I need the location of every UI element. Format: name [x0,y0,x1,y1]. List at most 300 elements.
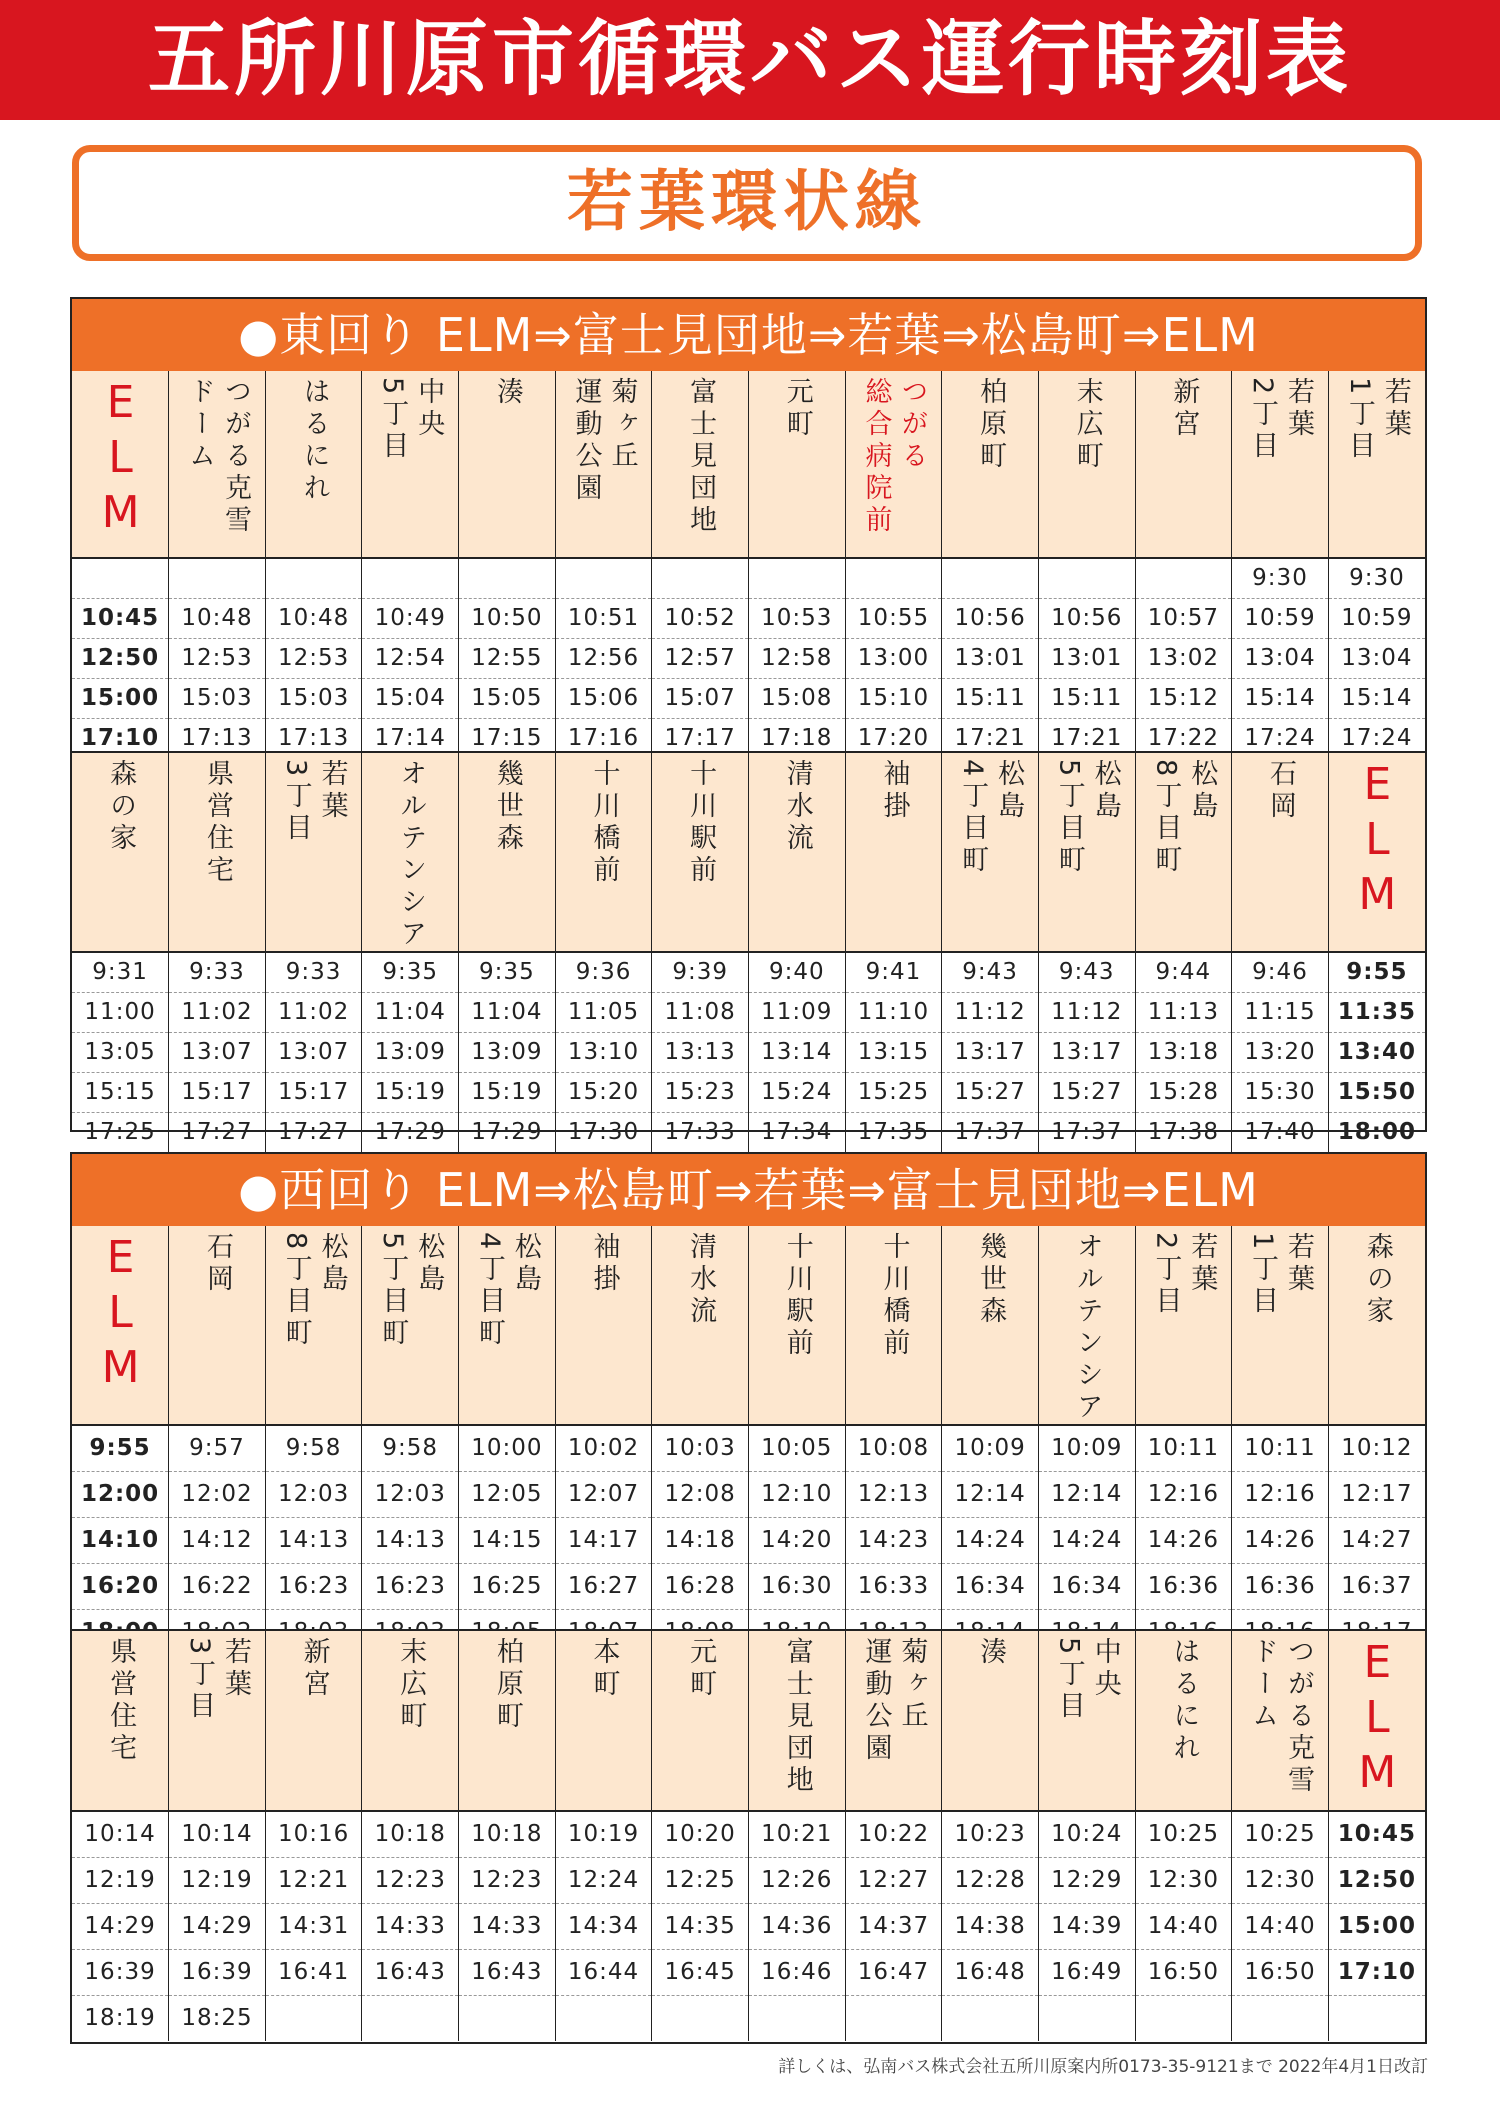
departure-time: 17:13 [169,718,266,758]
east-loop-section [70,297,1427,1146]
stop-header [748,1226,845,1425]
departure-time: 13:40 [1328,1032,1425,1072]
time-row [72,1112,1425,1152]
stop-header [845,1630,942,1811]
stop-name: 森の家 [1361,1232,1393,1328]
stop-header [169,1226,266,1425]
departure-time [1328,1995,1425,2041]
departure-time: 15:10 [845,678,942,718]
stop-name: 松島 [509,1232,541,1296]
stop-name: 森の家 [105,759,137,855]
stop-name: 4丁目町 [473,1232,505,1351]
departure-time: 15:14 [1328,678,1425,718]
departure-time: 16:36 [1135,1563,1232,1609]
east-route-heading: ●東回り ELM⇒富士見団地⇒若葉⇒松島町⇒ELM [72,299,1425,371]
route-name: 若葉環状線 [72,145,1422,261]
departure-time: 9:35 [459,952,556,992]
departure-time: 10:12 [1328,1425,1425,1471]
departure-time: 11:00 [72,992,169,1032]
departure-time: 16:23 [362,1563,459,1609]
departure-time: 11:35 [1328,992,1425,1032]
stop-name: 菊ヶ丘 [606,377,638,473]
departure-time: 15:08 [748,678,845,718]
departure-time: 17:21 [942,718,1039,758]
stop-header [265,752,362,952]
departure-time: 10:21 [748,1811,845,1857]
departure-time [942,558,1039,598]
departure-time: 9:30 [1328,558,1425,598]
departure-time: 14:33 [459,1903,556,1949]
departure-time: 12:10 [748,1471,845,1517]
departure-time: 12:29 [1038,1857,1135,1903]
time-row [72,1857,1425,1903]
stop-name: 新宮 [1168,377,1200,441]
departure-time: 10:45 [72,598,169,638]
departure-time: 12:57 [652,638,749,678]
departure-time: 12:05 [459,1471,556,1517]
stop-header [362,752,459,952]
departure-time: 16:34 [942,1563,1039,1609]
stop-header [1135,752,1232,952]
departure-time: 14:13 [265,1517,362,1563]
departure-time: 17:17 [652,718,749,758]
stop-name: 清水流 [781,759,813,855]
departure-time: 10:03 [652,1425,749,1471]
stop-header [72,752,169,952]
departure-time: 10:23 [942,1811,1039,1857]
west-part1-table [72,1226,1425,1655]
stop-name: 富士見団地 [781,1637,813,1797]
departure-time: 14:24 [942,1517,1039,1563]
stop-name: オルテンシア [1071,1232,1103,1424]
departure-time: 10:56 [942,598,1039,638]
stop-name: 富士見団地 [685,377,717,537]
departure-time: 15:07 [652,678,749,718]
departure-time: 13:14 [748,1032,845,1072]
departure-time: 16:25 [459,1563,556,1609]
departure-time: 9:35 [362,952,459,992]
stop-header [1328,371,1425,558]
departure-time: 13:10 [555,1032,652,1072]
departure-time: 9:33 [265,952,362,992]
departure-time: 10:11 [1135,1425,1232,1471]
stop-name: 松島 [993,759,1025,823]
departure-time: 12:30 [1135,1857,1232,1903]
time-row [72,1425,1425,1471]
departure-time [169,558,266,598]
stop-name: 十川橋前 [878,1232,910,1360]
departure-time: 17:15 [459,718,556,758]
departure-time: 11:12 [1038,992,1135,1032]
departure-time: 18:19 [84,2005,156,2032]
stop-header [72,1226,169,1425]
stop-name-elm: ELM [1351,1637,1403,1802]
stop-name: 若葉 [316,759,348,823]
stop-name: 湊 [491,377,523,409]
stop-name: 末広町 [395,1637,427,1733]
time-row [72,992,1425,1032]
stop-name: 5丁目町 [377,1232,409,1351]
departure-time: 17:35 [845,1112,942,1152]
departure-time: 9:57 [169,1425,266,1471]
departure-time: 13:07 [265,1032,362,1072]
departure-time: 14:36 [748,1903,845,1949]
departure-time [1232,1995,1329,2041]
stop-header [362,1226,459,1425]
stop-name: 元町 [685,1637,717,1701]
departure-time: 12:30 [1232,1857,1329,1903]
departure-time: 9:46 [1232,952,1329,992]
departure-time: 15:17 [265,1072,362,1112]
stop-name: 運動公園 [860,1637,892,1765]
departure-time: 15:03 [265,678,362,718]
departure-time: 11:05 [555,992,652,1032]
departure-time: 16:49 [1038,1949,1135,1995]
departure-time [942,1995,1039,2041]
stop-header [265,1226,362,1425]
time-row [72,1563,1425,1609]
departure-time: 10:20 [652,1811,749,1857]
east-part1-table [72,371,1425,758]
departure-time: 17:21 [1038,718,1135,758]
stop-header [748,371,845,558]
departure-time: 17:30 [555,1112,652,1152]
stop-name: 十川橋前 [588,759,620,887]
time-row [72,1517,1425,1563]
stop-header [555,1226,652,1425]
stop-name: 松島 [1186,759,1218,823]
departure-time: 14:31 [265,1903,362,1949]
departure-time: 11:04 [459,992,556,1032]
stop-name: 袖掛 [588,1232,620,1296]
stop-name: ドーム [183,377,215,473]
departure-time: 15:28 [1135,1072,1232,1112]
departure-time: 16:20 [72,1563,169,1609]
departure-time: 12:23 [459,1857,556,1903]
stop-name: 総合病院前 [860,377,892,537]
time-row [72,638,1425,678]
departure-time: 10:48 [265,598,362,638]
time-row [72,952,1425,992]
stop-name: つがる克雪 [219,377,251,537]
stop-header [1328,1630,1425,1811]
departure-time: 16:43 [459,1949,556,1995]
stop-name: 新宮 [298,1637,330,1701]
departure-time: 10:49 [362,598,459,638]
departure-time: 10:59 [1232,598,1329,638]
departure-time: 12:19 [72,1857,169,1903]
stop-name: ドーム [1247,1637,1278,1733]
departure-time [1135,1995,1232,2041]
stop-name: 松島 [316,1232,348,1296]
departure-time: 17:40 [1232,1112,1329,1152]
stop-name: 若葉 [1186,1232,1218,1296]
stop-name: 若葉 [219,1637,251,1701]
departure-time: 16:30 [748,1563,845,1609]
departure-time: 9:43 [1038,952,1135,992]
departure-time [1038,1995,1135,2041]
departure-time: 10:11 [1232,1425,1329,1471]
departure-time: 17:13 [265,718,362,758]
stop-header [1232,1630,1329,1811]
stop-header [652,1630,749,1811]
departure-time: 11:12 [942,992,1039,1032]
departure-time: 15:11 [1038,678,1135,718]
departure-time: 12:58 [748,638,845,678]
departure-time: 15:25 [845,1072,942,1112]
stop-header [555,752,652,952]
departure-time: 9:55 [72,1425,169,1471]
departure-time: 11:08 [652,992,749,1032]
departure-time: 10:19 [555,1811,652,1857]
departure-time: 10:14 [169,1811,266,1857]
departure-time [845,1995,942,2041]
departure-time: 12:03 [265,1471,362,1517]
stop-name: 石岡 [1265,759,1296,823]
footer-note: 詳しくは、弘南バス株式会社五所川原案内所0173-35-9121まで 2022年4月1日改訂 [778,2057,1428,2077]
stop-name: 県営住宅 [201,759,233,887]
departure-time: 17:10 [80,725,160,752]
stop-name: 柏原町 [491,1637,523,1733]
departure-time: 16:28 [652,1563,749,1609]
departure-time: 17:37 [942,1112,1039,1152]
departure-time: 10:14 [72,1811,169,1857]
stop-name: 末広町 [1071,377,1103,473]
stop-header [1232,1226,1329,1425]
departure-time: 12:24 [555,1857,652,1903]
stop-header [169,371,266,558]
departure-time: 17:34 [748,1112,845,1152]
stop-header [1135,371,1232,558]
stop-header [652,752,749,952]
departure-time: 12:53 [169,638,266,678]
departure-time: 9:43 [942,952,1039,992]
east-part2-table [72,751,1425,1152]
stop-header [1232,752,1329,952]
departure-time: 9:33 [169,952,266,992]
departure-time: 13:04 [1232,638,1329,678]
stop-name: はるにれ [1168,1637,1200,1765]
departure-time: 13:07 [169,1032,266,1072]
stop-header [72,371,169,558]
departure-time: 10:18 [362,1811,459,1857]
departure-time: 11:02 [265,992,362,1032]
departure-time: 16:46 [748,1949,845,1995]
west-part2-table [72,1629,1425,2041]
stop-header [1135,1630,1232,1811]
stop-name: 本町 [588,1637,620,1701]
departure-time: 9:58 [265,1425,362,1471]
departure-time: 9:30 [1232,558,1329,598]
departure-time: 10:59 [1328,598,1425,638]
departure-time: 14:35 [652,1903,749,1949]
departure-time: 18:25 [169,1995,266,2041]
time-row [72,1072,1425,1112]
west-route-heading: ●西回り ELM⇒松島町⇒若葉⇒富士見団地⇒ELM [72,1154,1425,1226]
departure-time: 16:36 [1232,1563,1329,1609]
departure-time [362,1995,459,2041]
departure-time: 13:01 [1038,638,1135,678]
departure-time: 13:18 [1135,1032,1232,1072]
stop-header [1038,371,1135,558]
departure-time: 11:09 [748,992,845,1032]
stop-header [1038,1226,1135,1425]
stop-header [942,1630,1039,1811]
stop-header [265,371,362,558]
stop-name: 1丁目 [1343,377,1375,464]
departure-time: 13:17 [1038,1032,1135,1072]
departure-time: 14:29 [169,1903,266,1949]
departure-time [459,1995,556,2041]
departure-time: 15:12 [1135,678,1232,718]
stop-name: つがる [896,377,928,473]
stop-name: 5丁目 [377,377,409,464]
departure-time: 15:11 [942,678,1039,718]
stop-name: 十川駅前 [781,1232,813,1360]
departure-time: 16:22 [169,1563,266,1609]
stop-name: 1丁目 [1247,1232,1278,1319]
stop-name: オルテンシア [395,759,427,951]
departure-time: 12:13 [845,1471,942,1517]
departure-time: 14:37 [845,1903,942,1949]
stop-header [459,371,556,558]
departure-time: 12:26 [748,1857,845,1903]
stop-header [748,752,845,952]
stop-header [72,1630,169,1811]
departure-time: 14:13 [362,1517,459,1563]
departure-time: 17:27 [265,1112,362,1152]
departure-time [1135,558,1232,598]
stop-name: 2丁目 [1150,1232,1182,1319]
stop-name-elm: ELM [95,377,147,542]
stop-name: 若葉 [1379,377,1411,441]
departure-time: 13:09 [459,1032,556,1072]
departure-time: 16:44 [555,1949,652,1995]
stop-header [942,371,1039,558]
departure-time: 18:00 [1328,1112,1425,1152]
stop-name-elm: ELM [95,1232,147,1397]
departure-time: 16:39 [72,1949,169,1995]
departure-time: 12:19 [169,1857,266,1903]
departure-time: 15:19 [459,1072,556,1112]
stop-name: 4丁目町 [957,759,989,878]
departure-time: 13:17 [942,1032,1039,1072]
stop-name: 若葉 [1283,1232,1314,1296]
stop-header [169,1630,266,1811]
departure-time: 10:09 [942,1425,1039,1471]
departure-time: 14:34 [555,1903,652,1949]
departure-time: 15:50 [1328,1072,1425,1112]
departure-time: 10:51 [555,598,652,638]
stop-name: 十川駅前 [685,759,717,887]
stop-name: 3丁目 [183,1637,215,1724]
departure-time: 15:05 [459,678,556,718]
stop-header [652,1226,749,1425]
stop-name: 柏原町 [975,377,1007,473]
departure-time: 15:00 [1328,1903,1425,1949]
departure-time: 10:08 [845,1425,942,1471]
departure-time: 9:55 [1328,952,1425,992]
departure-time [845,558,942,598]
departure-time: 12:54 [362,638,459,678]
stop-name: 菊ヶ丘 [896,1637,928,1733]
departure-time: 16:33 [845,1563,942,1609]
departure-time: 16:43 [362,1949,459,1995]
stop-header [169,752,266,952]
departure-time: 10:09 [1038,1425,1135,1471]
departure-time [748,558,845,598]
stop-header [942,752,1039,952]
departure-time: 11:04 [362,992,459,1032]
departure-time: 11:13 [1135,992,1232,1032]
departure-time: 15:14 [1232,678,1329,718]
time-row [72,678,1425,718]
departure-time: 10:55 [845,598,942,638]
stop-header [845,371,942,558]
departure-time: 14:23 [845,1517,942,1563]
stop-name: 県営住宅 [105,1637,137,1765]
departure-time: 9:58 [362,1425,459,1471]
departure-time: 17:18 [748,718,845,758]
departure-time: 14:15 [459,1517,556,1563]
departure-time: 10:52 [652,598,749,638]
departure-time: 15:15 [72,1072,169,1112]
departure-time: 17:16 [555,718,652,758]
stop-name: 運動公園 [570,377,602,505]
departure-time: 17:10 [1328,1949,1425,1995]
stop-header [362,371,459,558]
departure-time: 13:15 [845,1032,942,1072]
page-title: 五所川原市循環バス運行時刻表 [0,0,1500,120]
time-row [72,1949,1425,1995]
departure-time: 9:31 [72,952,169,992]
stop-header [1038,1630,1135,1811]
departure-time: 12:03 [362,1471,459,1517]
departure-time: 10:45 [1328,1811,1425,1857]
departure-time: 10:57 [1135,598,1232,638]
departure-time: 14:29 [72,1903,169,1949]
departure-time: 15:06 [555,678,652,718]
departure-time: 10:25 [1232,1811,1329,1857]
departure-time: 13:02 [1135,638,1232,678]
departure-time: 13:04 [1328,638,1425,678]
stop-name: 8丁目町 [1150,759,1182,878]
departure-time: 17:22 [1135,718,1232,758]
departure-time: 12:21 [265,1857,362,1903]
departure-time: 12:55 [459,638,556,678]
departure-time: 11:02 [169,992,266,1032]
stop-header [1135,1226,1232,1425]
departure-time: 14:10 [72,1517,169,1563]
departure-time: 13:09 [362,1032,459,1072]
time-row [72,598,1425,638]
departure-time: 16:50 [1135,1949,1232,1995]
departure-time: 12:07 [555,1471,652,1517]
departure-time: 14:26 [1232,1517,1329,1563]
departure-time: 9:39 [652,952,749,992]
stop-name: 湊 [975,1637,1007,1669]
stop-name: 幾世森 [975,1232,1007,1328]
departure-time: 10:53 [748,598,845,638]
departure-time: 12:08 [652,1471,749,1517]
departure-time: 12:14 [942,1471,1039,1517]
departure-time: 17:24 [1232,718,1329,758]
stop-name: 松島 [413,1232,445,1296]
departure-time: 14:12 [169,1517,266,1563]
stop-header [459,752,556,952]
stop-header [1232,371,1329,558]
departure-time: 17:14 [362,718,459,758]
